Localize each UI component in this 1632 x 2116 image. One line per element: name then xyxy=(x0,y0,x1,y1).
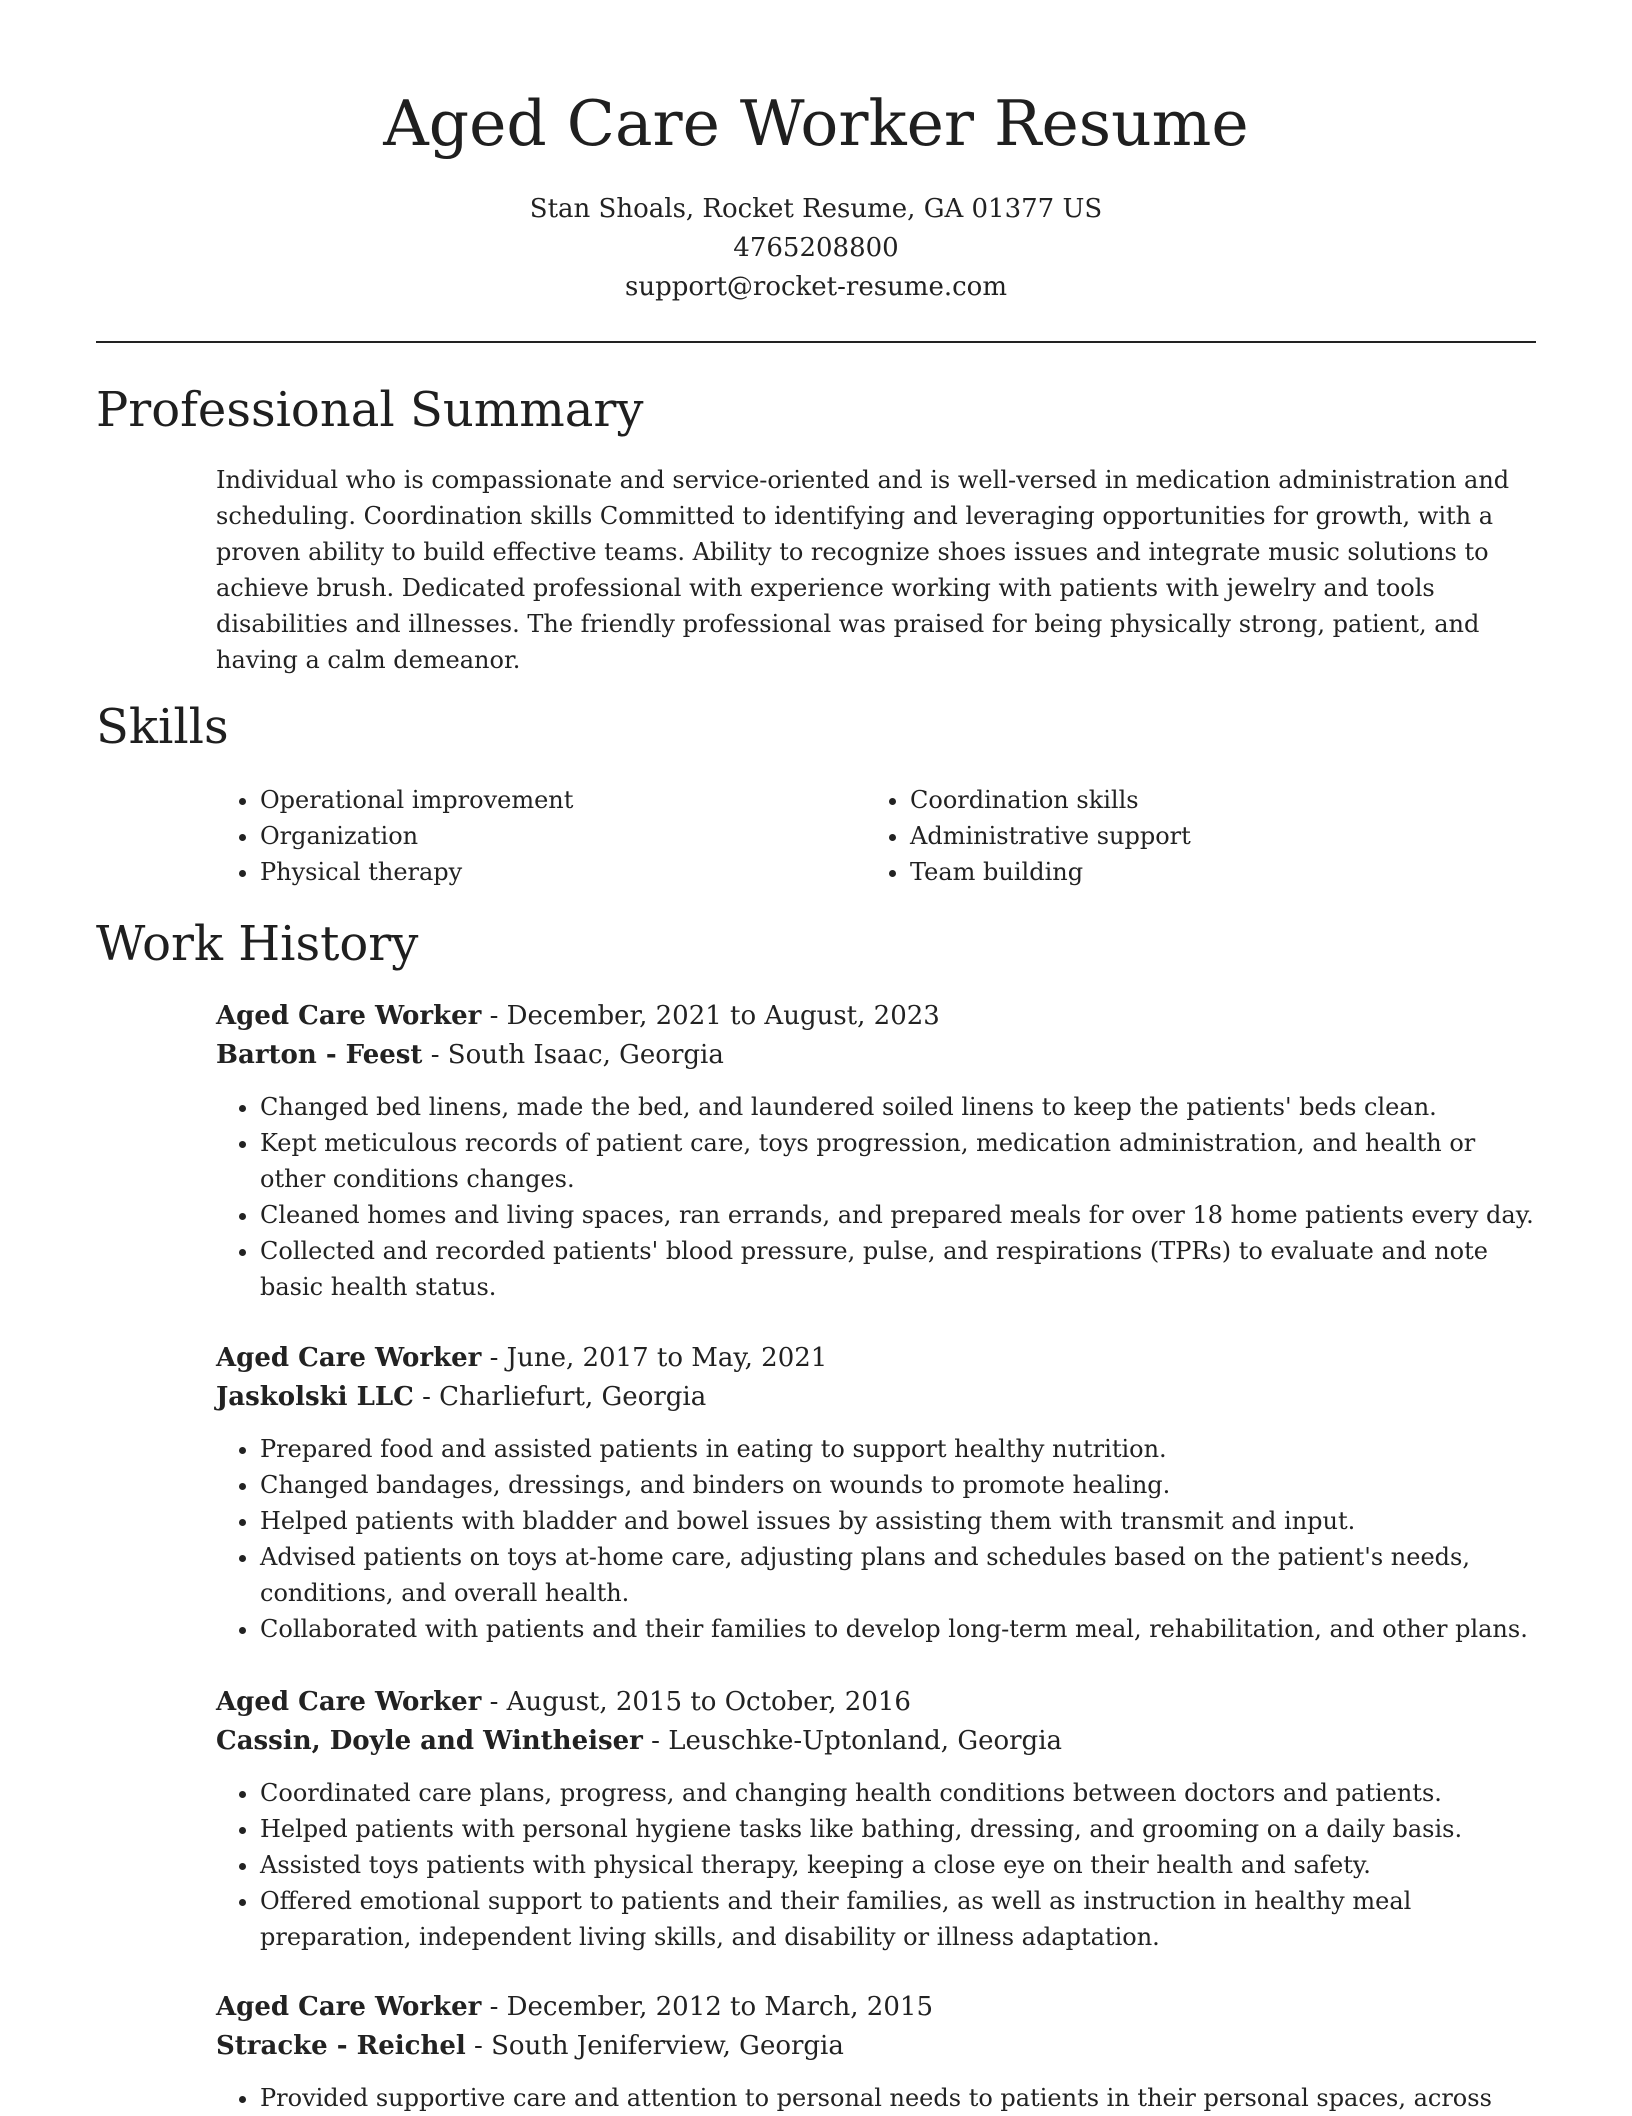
job-bullet: • Assisted toys patients with physical therapy, keeping a close eye on their health and safety. xyxy=(260,1847,1536,1883)
skills-list xyxy=(216,782,1536,890)
job-company: Stracke - Reichel xyxy=(216,2031,466,2061)
job-role: Aged Care Worker xyxy=(216,1687,482,1717)
work-history-heading: Work History xyxy=(96,916,419,972)
header-divider xyxy=(96,341,1536,343)
skills-column-left xyxy=(216,782,866,890)
job-dates: - June, 2017 to May, 2021 xyxy=(481,1343,828,1373)
job-bullet: • Provided supportive care and attention to personal needs to patients in their personal spaces, across xyxy=(260,2080,1536,2116)
contact-address: Stan Shoals, Rocket Resume, GA 01377 US xyxy=(529,194,1103,224)
job-location: - Leuschke-Uptonland, Georgia xyxy=(642,1726,1063,1756)
job-title-line xyxy=(216,1988,1536,2027)
job-role: Aged Care Worker xyxy=(216,1992,482,2022)
summary-heading: Professional Summary xyxy=(96,382,644,438)
job-title-line xyxy=(216,1339,1536,1378)
job-bullets xyxy=(216,1089,1536,1305)
job-bullet: • Cleaned homes and living spaces, ran errands, and prepared meals for over 18 home patients every day. xyxy=(260,1197,1536,1233)
job-role: Aged Care Worker xyxy=(216,1343,482,1373)
job-title-line xyxy=(216,997,1536,1036)
job-role: Aged Care Worker xyxy=(216,1001,482,1031)
skill-item: • Coordination skills xyxy=(910,782,1516,818)
job-entry xyxy=(216,1683,1536,1955)
resume-title: Aged Care Worker Resume xyxy=(383,87,1249,160)
job-bullets xyxy=(216,1431,1536,1647)
job-entry xyxy=(216,997,1536,1305)
summary-text: Individual who is compassionate and service-oriented and is well-versed in medication administration and scheduling. Coordination skills Committed to identifying and leveraging opportunities for growth, with a proven ability to build effective teams. Ability to recognize shoes issues and integrate music solutions to achieve brush. Dedicated professional with experience working with patients with jewelry and tools disabilities and illnesses. The friendly professional was praised for being physically strong, patient, and having a calm demeanor. xyxy=(216,466,1510,674)
job-bullet: • Changed bed linens, made the bed, and laundered soiled linens to keep the patients' beds clean. xyxy=(260,1089,1536,1125)
job-dates: - August, 2015 to October, 2016 xyxy=(481,1687,911,1717)
job-bullets xyxy=(216,2080,1536,2116)
job-location: - South Jeniferview, Georgia xyxy=(465,2031,844,2061)
job-company-line xyxy=(216,2027,1536,2066)
skill-item: • Operational improvement xyxy=(260,782,866,818)
job-company: Jaskolski LLC xyxy=(216,1382,414,1412)
skill-item: • Administrative support xyxy=(910,818,1516,854)
job-bullets xyxy=(216,1775,1536,1955)
skill-item: • Physical therapy xyxy=(260,854,866,890)
job-bullet: • Collaborated with patients and their families to develop long-term meal, rehabilitation, and other plans. xyxy=(260,1611,1536,1647)
job-company: Cassin, Doyle and Wintheiser xyxy=(216,1726,643,1756)
job-entry xyxy=(216,1339,1536,1647)
job-entry xyxy=(216,1988,1536,2116)
job-company-line xyxy=(216,1378,1536,1417)
job-bullet: • Offered emotional support to patients and their families, as well as instruction in healthy meal preparation, independent living skills, and disability or illness adaptation. xyxy=(260,1883,1536,1955)
job-bullet: • Changed bandages, dressings, and binders on wounds to promote healing. xyxy=(260,1467,1536,1503)
job-location: - South Isaac, Georgia xyxy=(422,1040,724,1070)
job-dates: - December, 2021 to August, 2023 xyxy=(481,1001,940,1031)
job-company-line xyxy=(216,1722,1536,1761)
skill-item: • Organization xyxy=(260,818,866,854)
job-bullet: • Coordinated care plans, progress, and changing health conditions between doctors and patients. xyxy=(260,1775,1536,1811)
skill-item: • Team building xyxy=(910,854,1516,890)
job-bullet: • Advised patients on toys at-home care, adjusting plans and schedules based on the patient's needs, conditions, and overall health. xyxy=(260,1539,1536,1611)
job-title-line xyxy=(216,1683,1536,1722)
job-dates: - December, 2012 to March, 2015 xyxy=(481,1992,933,2022)
contact-block xyxy=(96,190,1536,307)
job-bullet: • Prepared food and assisted patients in eating to support healthy nutrition. xyxy=(260,1431,1536,1467)
contact-email: support@rocket-resume.com xyxy=(624,272,1007,302)
job-bullet: • Helped patients with bladder and bowel issues by assisting them with transmit and input. xyxy=(260,1503,1536,1539)
job-bullet: • Helped patients with personal hygiene tasks like bathing, dressing, and grooming on a daily basis. xyxy=(260,1811,1536,1847)
job-bullet: • Kept meticulous records of patient care, toys progression, medication administration, and health or other conditions changes. xyxy=(260,1125,1536,1197)
job-location: - Charliefurt, Georgia xyxy=(413,1382,707,1412)
skills-heading: Skills xyxy=(96,699,229,755)
contact-phone: 4765208800 xyxy=(733,233,899,263)
job-company: Barton - Feest xyxy=(216,1040,423,1070)
job-company-line xyxy=(216,1036,1536,1075)
job-bullet: • Collected and recorded patients' blood pressure, pulse, and respirations (TPRs) to evaluate and note basic health status. xyxy=(260,1233,1536,1305)
skills-column-right xyxy=(866,782,1516,890)
